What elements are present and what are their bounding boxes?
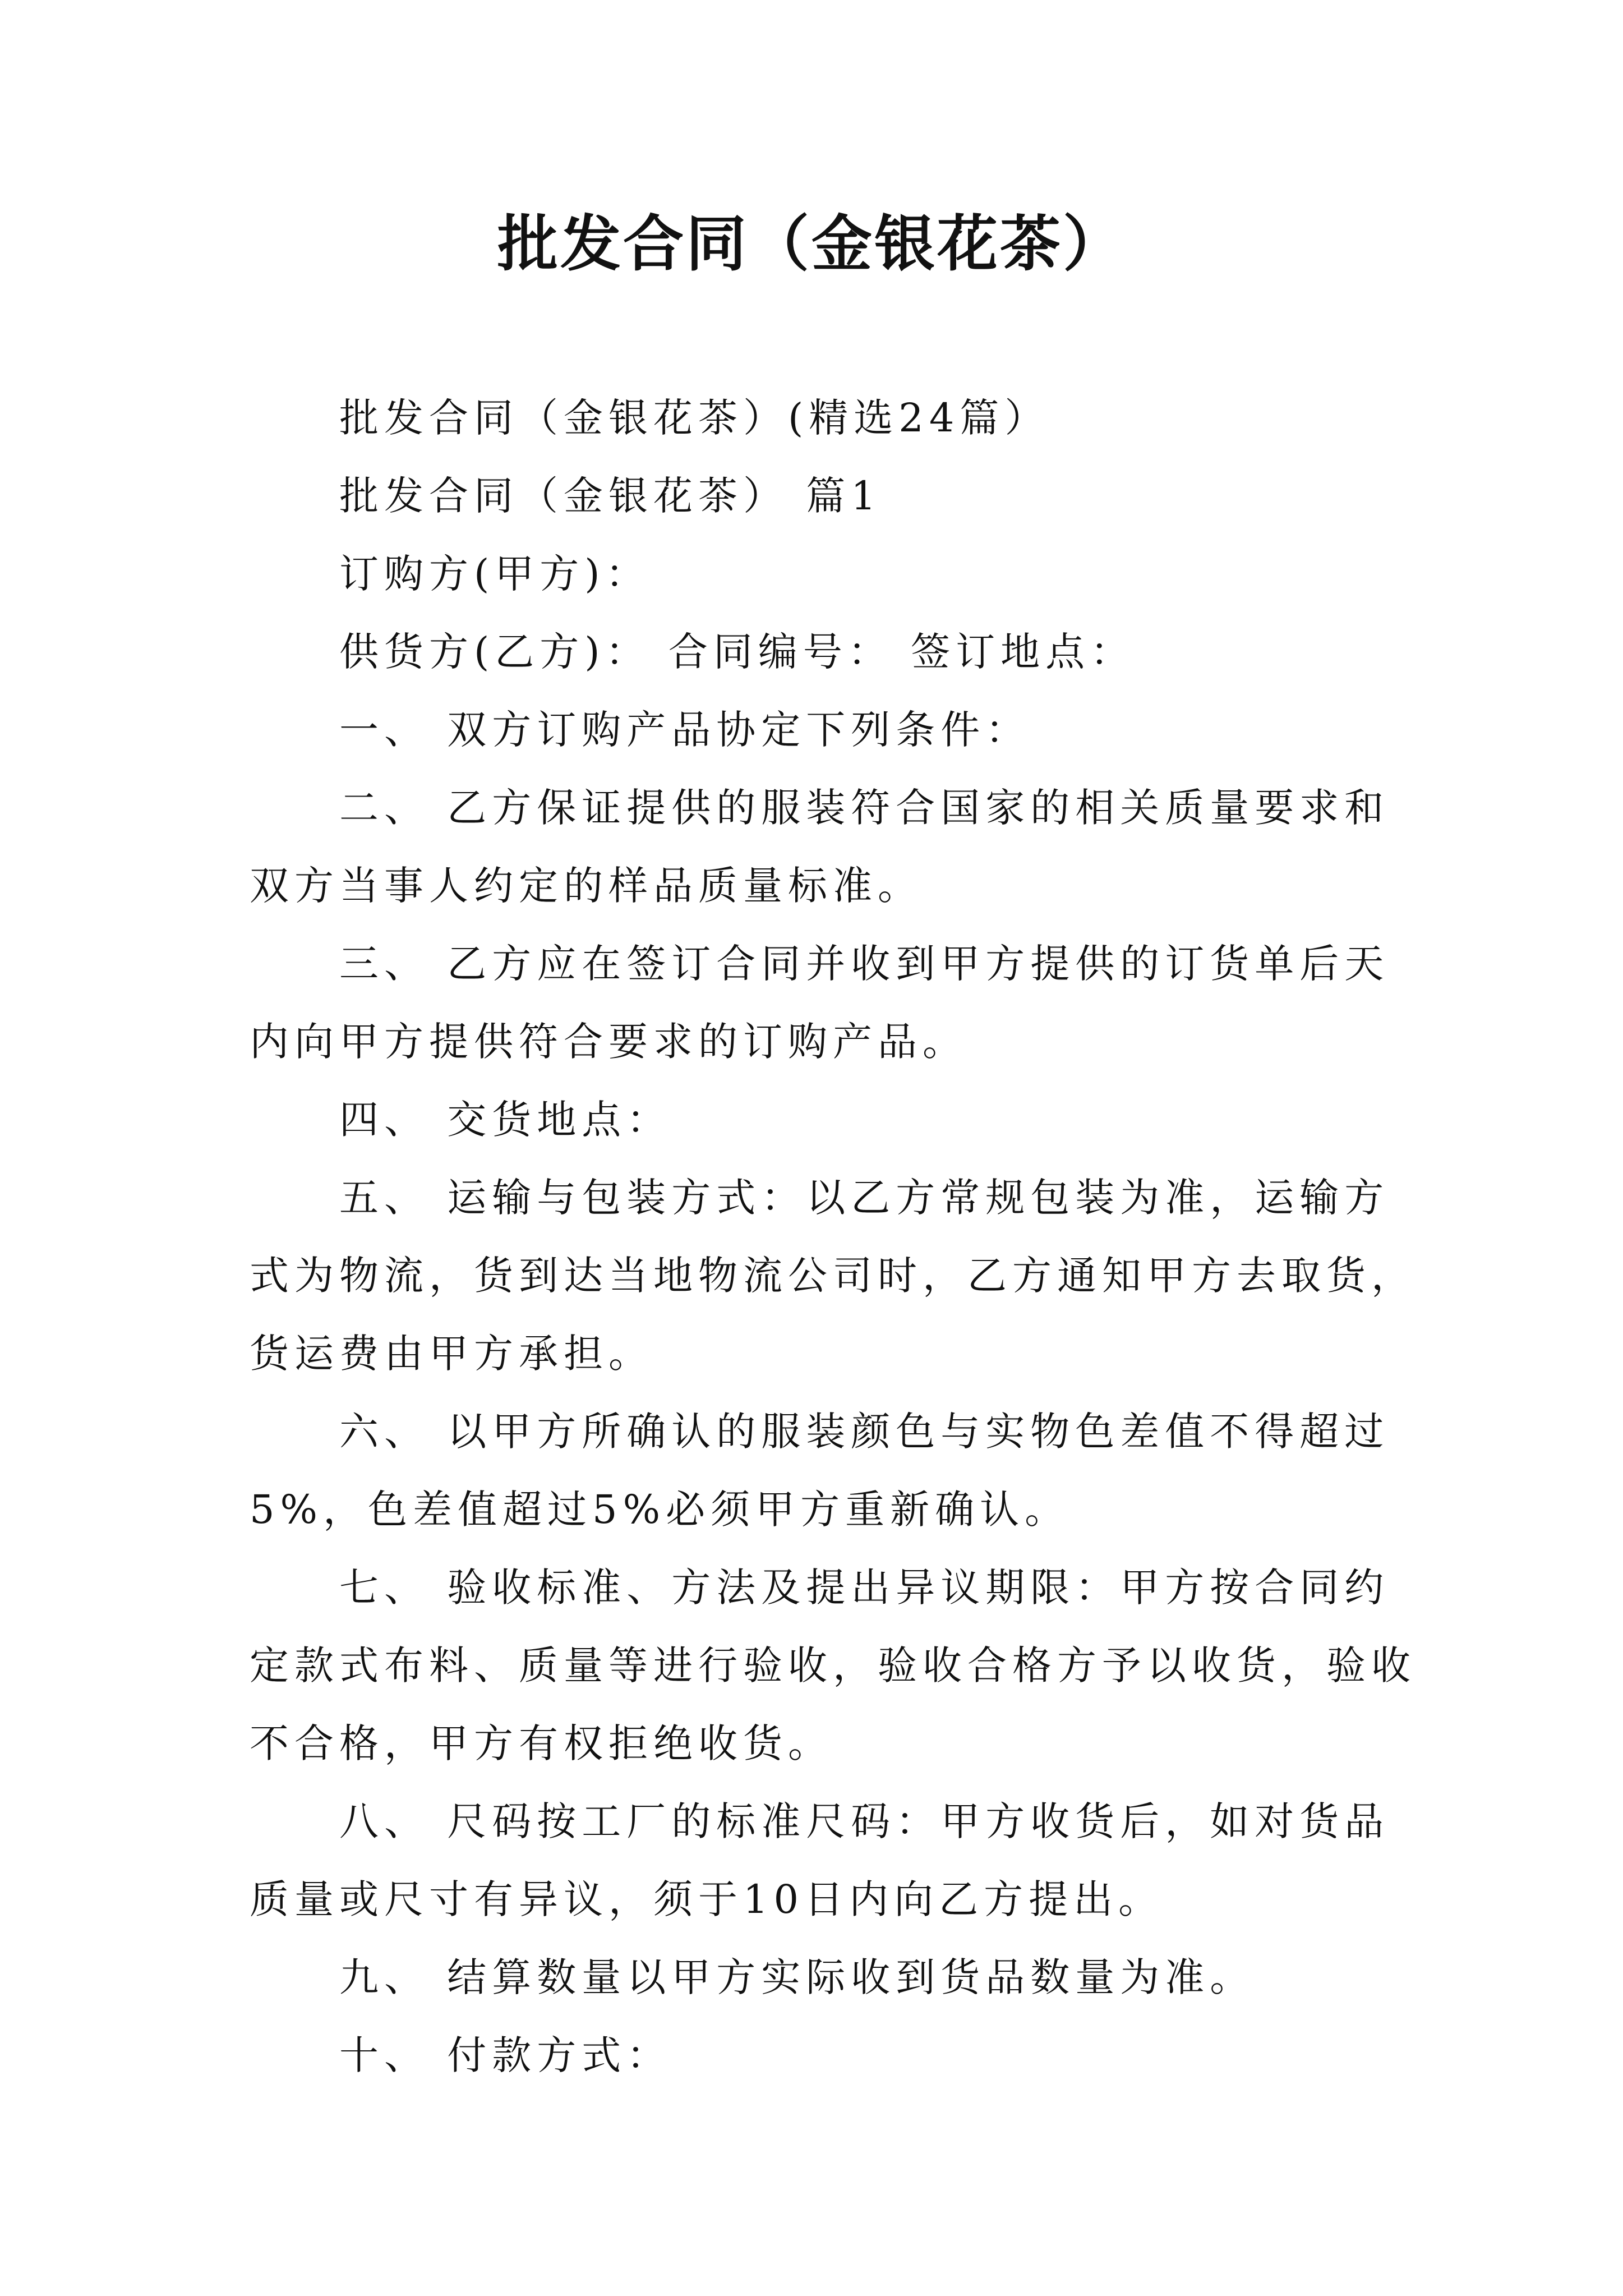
clause-8: 八、 尺码按工厂的标准尺码：甲方收货后，如对货品质量或尺寸有异议，须于10日内向乙方提出。: [250, 1798, 1390, 1922]
clause-2: 二、 乙方保证提供的服装符合国家的相关质量要求和双方当事人约定的样品质量标准。: [250, 785, 1390, 909]
clause-1: 一、 双方订购产品协定下列条件：: [339, 707, 1031, 753]
clause-6: 六、 以甲方所确认的服装颜色与实物色差值不得超过5%，色差值超过5%必须甲方重新确认。: [250, 1409, 1390, 1533]
paragraph-buyer: 订购方(甲方)：: [339, 551, 651, 597]
document-body: [250, 379, 1416, 2095]
clause-7: 七、 验收标准、方法及提出异议期限：甲方按合同约定款式布料、质量等进行验收，验收合格方予以收货，验收不合格，甲方有权拒绝收货。: [250, 1565, 1416, 1766]
paragraph-subtitle: 批发合同（金银花茶）(精选24篇）: [339, 395, 1050, 441]
paragraph-supplier: 供货方(乙方)： 合同编号： 签订地点：: [339, 629, 1136, 675]
clause-3: 三、 乙方应在签订合同并收到甲方提供的订货单后天内向甲方提供符合要求的订购产品。: [250, 941, 1390, 1065]
clause-10: 十、 付款方式：: [339, 2032, 672, 2078]
paragraph-section-heading: 批发合同（金银花茶） 篇1: [339, 473, 882, 519]
clause-5: 五、 运输与包装方式：以乙方常规包装为准，运输方式为物流，货到达当地物流公司时，乙方通知甲方去取货，货运费由甲方承担。: [250, 1175, 1416, 1377]
document-title: 批发合同（金银花茶）: [497, 209, 1126, 279]
clause-4: 四、 交货地点：: [339, 1097, 672, 1143]
clause-9: 九、 结算数量以甲方实际收到货品数量为准。: [339, 1954, 1255, 2000]
